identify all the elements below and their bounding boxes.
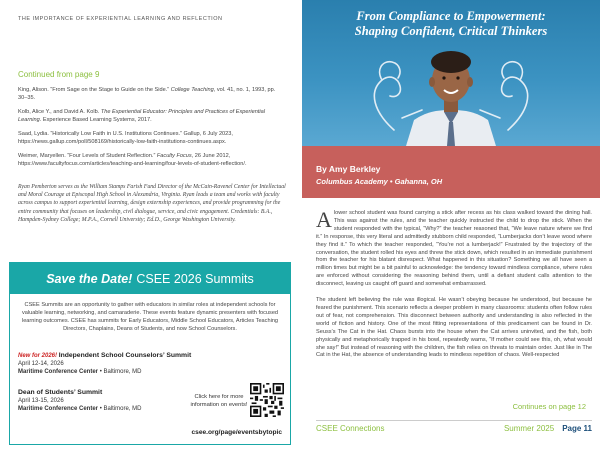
event-url-link[interactable]: csee.org/page/eventsbytopic [191,429,282,436]
footer-magazine: CSEE Connections [316,424,385,433]
summit-location: Maritime Conference Center • Baltimore, MD [18,406,142,412]
reference-item: Weimer, Maryellen. “Four Levels of Student Reflection.” Faculty Focus, 26 June 2012, https://www.facultyfocus.com/articles/teaching-and-learning/four-levels-of-student-reflection/. [18,153,247,167]
footer-issue: Summer 2025 [503,424,555,433]
reference-item: Kolb, Alice Y., and David A. Kolb. The Experiential Educator: Principles and Practices of Experiential Learning. Experience Based Learning Systems, 2017. [18,109,265,123]
byline [302,146,600,198]
summit-dates: April 12-14, 2026 [18,361,64,367]
author-name: By Amy Berkley [316,164,381,174]
reference-item: King, Alison. “From Sage on the Stage to Guide on the Side.” College Teaching, vol. 41, no. 1, 1993, pp. 30–35. [18,87,276,101]
qr-prompt[interactable]: Click here for more information on events! [190,394,248,408]
summit-item-deans [18,389,141,413]
new-badge: New for 2026! [18,353,58,359]
summit-title: Dean of Students’ Summit [18,389,103,396]
event-intro: CSEE Summits are an opportunity to gather with educators in similar roles at independent schools for valuable learning, networking, and camaraderie. These events feature dynamic presenters with focused learning outcomes. CSEE has summits for Early Educators, Middle School Educators, Articles Teaching Directors, Chaplains, Deans of Students, and now School Counselors. [21,302,279,332]
left-page [0,0,298,450]
event-header [10,263,290,294]
footer-page-number: Page 11 [562,424,592,433]
summit-location: Maritime Conference Center • Baltimore, MD [18,369,142,375]
paragraph: Alower school student was found carrying a stick after recess as his class walked toward the dining hall. This was against the rules, and the teacher quickly instructed the child to drop the stick. When the student responded with the typical, “Why?” the teacher reasoned that, “We leave nature where we find it.” In response, this very literal and admittedly stubborn child responded, “Lumberjacks don’t leave wood where they find it.” To which the teacher responded, “You’re not a lumberjack!” Frustrated by the trajectory of the conversation, the student rolled his eyes and threw the stick down, which resulted in an immediate punishment from the teacher for his blatant disrespect. What happened in this situation? Something we all have seen a million times but might be a bit painful to acknowledge: the tendency toward mindless compliance, where rules are enforced without considering the reasoning behind them, until a defiant student calls attention to the disconnect, leaving us caught off guard and somewhat embarrassed. [316,207,592,288]
continued-on: Continues on page 12 [512,402,586,411]
paragraph: The student left believing the rule was illogical. He wasn’t obeying because he understood, but because he feared the punishment. This scenario reflects a deeper problem in many classrooms: students often follow rules out of fear, not comprehension. This disconnect between authority and understanding is also reflected in the world of fiction and history. One of the most fitting representations of this predicament can be found in Dr. Seuss’s The Cat in the Hat. Chaos bursts into the house when the Cat arrives uninvited, and the fish, both physically and metaphorically trapped in his bowl, repeatedly warns, “If mother could see this, oh, what would she say!” But instead of reasoning with the children, the fish relies on threats to maintain order. Just like in The Cat in the Hat, the absence of understanding leads to mindless repetition of chaos. Well-respected [316,297,592,359]
article-body [316,207,592,368]
author-affiliation: Columbus Academy • Gahanna, OH [316,177,443,186]
author-bio: Ryan Pemberton serves as the William Stamps Farish Fund Director of the McCain-Ravenel Center for Intellectual and Moral Courage at Episcopal High School in Alexandria, Virginia. Ryan leads a team and works with faculty across campus to support experiential learning, design externship experiences, and provide programming for the entire community that focuses on leadership, civil dialogue, service, and civic engagement. Credentials: B.A., Hampden-Sydney College; M.P.A., Cornell University; Ed.D., George Washington University. [18,184,286,223]
hero-banner [302,0,600,146]
reference-item: Saad, Lydia. “Historically Low Faith in U.S. Institutions Continues.” Gallup, 6 July 2023, https://news.gallup.com/poll/508169/historically-low-faith-institutions-continues.aspx. [18,131,233,145]
qr-code-icon[interactable] [250,383,284,417]
continued-from: Continued from page 9 [18,70,100,79]
save-the-date-box [9,262,291,445]
page-footer [316,420,592,433]
summit-dates: April 13-15, 2026 [18,398,64,404]
summit-item-counselors [18,352,191,376]
event-title: CSEE 2026 Summits [136,271,254,286]
drop-cap: A [316,207,332,232]
running-head: THE IMPORTANCE OF EXPERIENTIAL LEARNING AND REFLECTION [18,16,223,22]
article-title: From Compliance to Empowerment: Shaping Confident, Critical Thinkers [354,9,548,38]
summit-title: Independent School Counselors’ Summit [58,352,192,359]
references-list [18,86,286,174]
right-page [302,0,600,450]
save-the-date-label: Save the Date! [46,271,133,286]
